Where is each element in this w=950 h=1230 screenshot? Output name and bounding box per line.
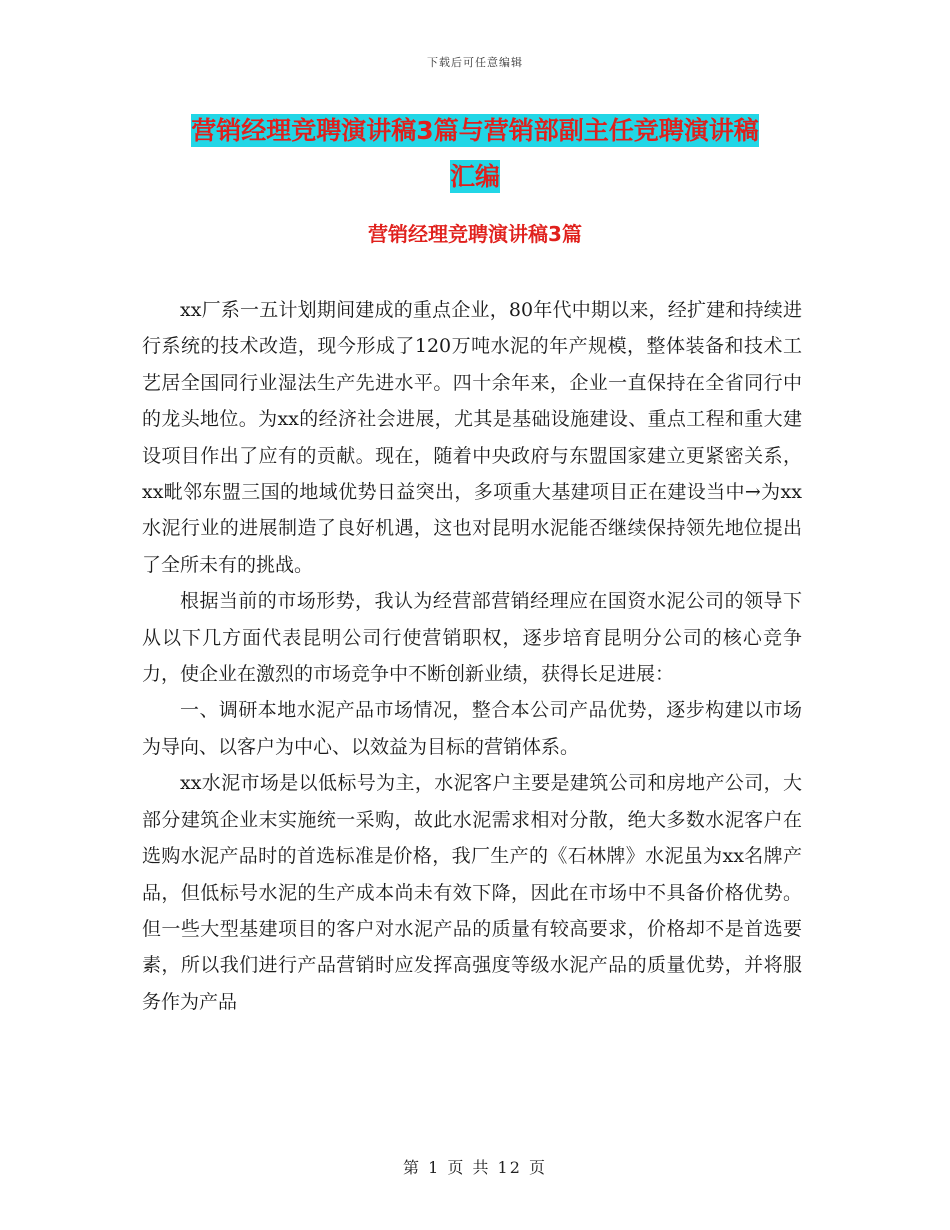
document-title: [140, 108, 810, 200]
paragraph: 根据当前的市场形势，我认为经营部营销经理应在国资水泥公司的领导下从以下几方面代表昆明公司行使营销职权，逐步培育昆明分公司的核心竞争力，使企业在激烈的市场竞争中不断创新业绩，获得长足进展：: [142, 590, 802, 686]
paragraph: 一、调研本地水泥产品市场情况，整合本公司产品优势，逐步构建以市场为导向、以客户为中心、以效益为目标的营销体系。: [142, 699, 802, 758]
page-footer: 第 1 页 共 12 页: [403, 1158, 547, 1177]
document-title-line-2: 汇编: [449, 162, 500, 191]
paragraph: xx水泥市场是以低标号为主，水泥客户主要是建筑公司和房地产公司，大部分建筑企业末实施统一采购，故此水泥需求相对分散，绝大多数水泥客户在选购水泥产品时的首选标准是价格，我厂生产的《石林牌》水泥虽为xx名牌产品，但低标号水泥的生产成本尚未有效下降，因此在市场中不具备价格优势。但一些大型基建项目的客户对水泥产品的质量有较高要求，价格却不是首选要素，所以我们进行产品营销时应发挥高强度等级水泥产品的质量优势，并将服务作为产品: [142, 772, 802, 1013]
section-title: 营销经理竞聘演讲稿3篇: [368, 222, 582, 246]
paragraph: xx厂系一五计划期间建成的重点企业，80年代中期以来，经扩建和持续进行系统的技术改造，现今形成了120万吨水泥的年产规模，整体装备和技术工艺居全国同行业湿法生产先进水平。四十余年来，企业一直保持在全省同行中的龙头地位。为xx的经济社会进展，尤其是基础设施建设、重点工程和重大建设项目作出了应有的贡献。现在，随着中央政府与东盟国家建立更紧密关系，xx毗邻东盟三国的地域优势日益突出，多项重大基建项目正在建设当中→为xx水泥行业的进展制造了良好机遇，这也对昆明水泥能否继续保持领先地位提出了全所未有的挑战。: [142, 299, 802, 576]
header-note: 下载后可任意编辑: [427, 56, 523, 69]
document-title-line-1: 营销经理竞聘演讲稿3篇与营销部副主任竞聘演讲稿: [191, 116, 759, 145]
body-text: [142, 292, 802, 1020]
